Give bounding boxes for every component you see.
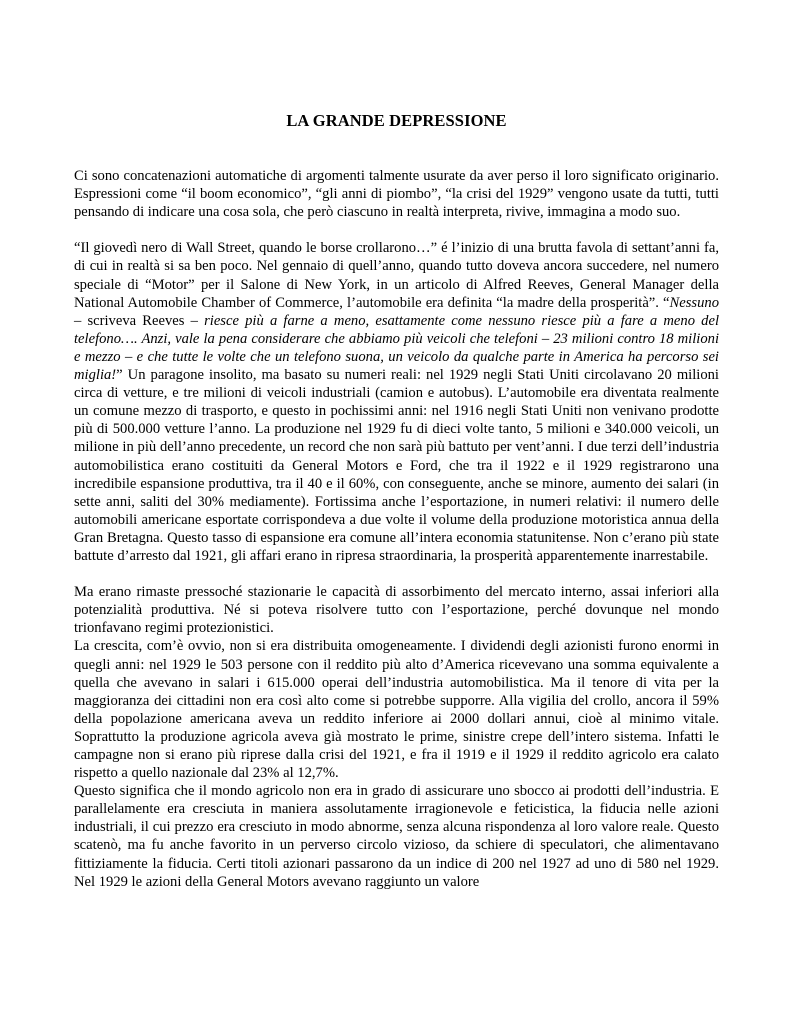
paragraph-wall-street-text-3: ” Un paragone insolito, ma basato su numeri reali: nel 1929 negli Stati Uniti circolavano 20 milioni circa di vetture, e tre milioni di veicoli industriali (camion e autobus). L’automobile era diventata realmente un comune mezzo di trasporto, e questo in pochissimi anni: nel 1916 negli Stati Uniti non venivano prodotte più di 500.000 vetture l’anno. La produzione nel 1929 fu di dieci volte tanto, 5 milioni e 340.000 veicoli, un milione in più dell’anno precedente, un record che non sarà più battuto per vent’anni. I due terzi dell’industria automobilistica erano costituiti da General Motors e Ford, che tra il 1922 e il 1929 registrarono una incredibile espansione produttiva, tra il 40 e il 60%, con conseguente, anche se minore, aumento dei salari (in sette anni, saliti del 30% mediamente). Fortissima anche l’esportazione, in numeri relativi: il numero delle automobili americane esportate corrispondeva a due volte il volume della produzione motoristica annua della Gran Bretagna. Questo tasso di espansione era comune all’intera economia statunitense. Non c’erano più state battute d’arresto dal 1921, gli affari erano in ripresa straordinaria, la prosperità apparentemente inarrestabile. [74, 367, 719, 564]
reeves-quote-2: riesce più a farne a meno, esattamente come nessuno riesce più a fare a meno del telefono…. Anzi, vale la pena considerare che abbiamo più veicoli che telefoni – 23 milioni contro 18 milioni e mezzo – e che tutte le volte che un telefono suona, un veicolo da qualche parte in America ha percorso sei miglia! [74, 312, 720, 384]
document-title: LA GRANDE DEPRESSIONE [286, 111, 507, 130]
paragraph-wall-street [74, 239, 719, 565]
document-body [74, 167, 719, 891]
paragraph-intro: Ci sono concatenazioni automatiche di argomenti talmente usurate da aver perso il loro significato originario. Espressioni come “il boom economico”, “gli anni di piombo”, “la crisi del 1929” vengono usate da tutti, tutti pensando di indicare una cosa sola, che però ciascuno in realtà interpreta, rivive, immagina a modo suo. [74, 168, 719, 221]
reeves-quote-1: Nessuno [669, 294, 719, 311]
paragraph-growth: La crescita, com’è ovvio, non si era distribuita omogeneamente. I dividendi degli azionisti furono enormi in quegli anni: nel 1929 le 503 persone con il reddito più alto d’America ricevevano una somma equivalente a quella che avevano in salari i 615.000 operai dell’industria automobilistica. Ma il tenore di vita per la maggioranza dei cittadini non era così alto come si potrebbe supporre. Alla vigilia del crollo, ancora il 59% della popolazione americana aveva un reddito inferiore ai 2000 dollari annui, cioè al minimo vitale. Soprattutto la produzione agricola aveva già mostrato le prime, sinistre crepe dell’intero sistema. Infatti le campagne non si erano più riprese dalla crisi del 1921, e fra il 1919 e il 1929 il reddito agricolo era calato rispetto a quello nazionale dal 23% al 12,7%. [74, 638, 719, 782]
paragraph-agriculture: Questo significa che il mondo agricolo non era in grado di assicurare uno sbocco ai prodotti dell’industria. E parallelamente era cresciuta in maniera assolutamente irragionevole e feticistica, la fiducia nelle azioni industriali, il cui prezzo era cresciuto in modo abnorme, senza alcuna rispondenza al loro valore reale. Questo scatenò, ma fu anche favorito in un perverso circolo vizioso, da schiere di speculatori, che alimentavano fittiziamente la fiducia. Certi titoli azionari passarono da un indice di 200 nel 1927 ad uno di 580 nel 1929. Nel 1929 le azioni della General Motors avevano raggiunto un valore [74, 783, 719, 890]
paragraph-wall-street-text-2: – scriveva Reeves – [74, 312, 205, 329]
paragraph-internal-market: Ma erano rimaste pressoché stazionarie le capacità di assorbimento del mercato interno, assai inferiori alla potenzialità produttiva. Né si poteva risolvere tutto con l’esportazione, perché dovunque nel mondo trionfavano regimi protezionistici. [74, 584, 719, 637]
paragraph-wall-street-text-1: “Il giovedì nero di Wall Street, quando le borse crollarono…” é l’inizio di una brutta favola di settant’anni fa, di cui in realtà si sa ben poco. Nel gennaio di quell’anno, quando tutto doveva ancora succedere, nel numero speciale di “Motor” per il Salone di New York, in un articolo di Alfred Reeves, General Manager della National Automobile Chamber of Commerce, l’automobile era definita “la madre della prosperità”. “ [74, 240, 719, 311]
